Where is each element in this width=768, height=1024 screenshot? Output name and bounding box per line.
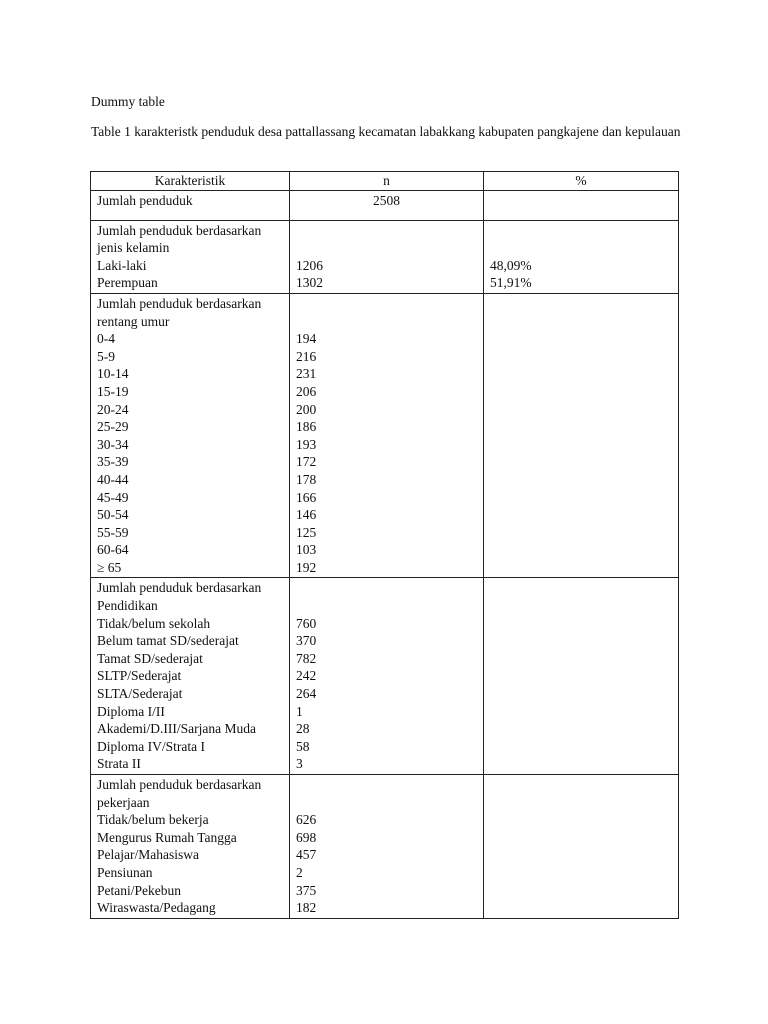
- age-title-1: Jumlah penduduk berdasarkan: [97, 295, 262, 311]
- age-label: 40-44: [97, 471, 129, 487]
- age-label: 55-59: [97, 524, 129, 540]
- education-title-1: Jumlah penduduk berdasarkan: [97, 580, 262, 596]
- header-percent: %: [484, 172, 679, 191]
- age-title-2: rentang umur: [97, 313, 170, 329]
- age-label: 45-49: [97, 489, 129, 505]
- education-section: [91, 578, 679, 775]
- occupation-label: Wiraswasta/Pedagang: [97, 900, 216, 916]
- age-n: 172: [296, 454, 317, 470]
- occupation-title-1: Jumlah penduduk berdasarkan: [97, 777, 262, 792]
- gender-label: Laki-laki: [97, 257, 147, 273]
- education-label: Belum tamat SD/sederajat: [97, 633, 239, 649]
- education-n: 242: [296, 668, 317, 684]
- age-labels: [91, 293, 290, 578]
- age-label: 35-39: [97, 454, 129, 470]
- gender-percents: [484, 220, 679, 293]
- age-label: 30-34: [97, 436, 129, 452]
- age-n: 200: [296, 401, 317, 417]
- total-pct: [484, 190, 679, 220]
- occupation-n: 698: [296, 829, 317, 845]
- age-n: 166: [296, 489, 317, 505]
- occupation-n: 626: [296, 812, 317, 828]
- occupation-label: Pelajar/Mahasiswa: [97, 847, 199, 863]
- education-label: SLTP/Sederajat: [97, 668, 182, 684]
- education-n: 3: [296, 756, 303, 772]
- education-label: Strata II: [97, 756, 141, 772]
- age-label: 20-24: [97, 401, 129, 417]
- education-percents: [484, 578, 679, 775]
- occupation-title-2: pekerjaan: [97, 794, 150, 810]
- education-n: 58: [296, 738, 310, 754]
- age-counts: [290, 293, 484, 578]
- gender-n: 1206: [296, 257, 323, 273]
- age-n: 146: [296, 507, 317, 523]
- education-n: 28: [296, 721, 310, 737]
- education-label: Akademi/D.III/Sarjana Muda: [97, 721, 256, 737]
- age-n: 206: [296, 383, 317, 399]
- table-caption: Table 1 karakteristk penduduk desa pattallassang kecamatan labakkang kabupaten pangkajene dan kepulauan: [91, 124, 681, 139]
- age-section: [91, 293, 679, 578]
- age-label: 0-4: [97, 331, 115, 347]
- population-table: [90, 171, 679, 919]
- gender-n: 1302: [296, 275, 323, 291]
- header-n: n: [290, 172, 484, 191]
- education-n: 1: [296, 703, 303, 719]
- age-label: 10-14: [97, 366, 129, 382]
- education-n: 760: [296, 615, 317, 631]
- education-label: SLTA/Sederajat: [97, 686, 183, 702]
- occupation-label: Tidak/belum bekerja: [97, 812, 209, 828]
- age-n: 192: [296, 559, 317, 575]
- occupation-n: 457: [296, 847, 317, 863]
- header-karakteristik: Karakteristik: [91, 172, 290, 191]
- age-n: 193: [296, 436, 317, 452]
- total-label: Jumlah penduduk: [91, 190, 290, 220]
- age-label: 5-9: [97, 348, 115, 364]
- occupation-label: Pensiunan: [97, 864, 153, 880]
- occupation-section: [91, 775, 679, 919]
- document-heading: Dummy table: [91, 94, 165, 109]
- total-n: 2508: [290, 190, 484, 220]
- gender-pct: 48,09%: [490, 257, 532, 273]
- gender-section: [91, 220, 679, 293]
- education-title-2: Pendidikan: [97, 598, 158, 614]
- education-label: Tamat SD/sederajat: [97, 650, 203, 666]
- age-n: 194: [296, 331, 317, 347]
- occupation-label: Petani/Pekebun: [97, 882, 181, 898]
- age-label: 25-29: [97, 419, 129, 435]
- age-n: 231: [296, 366, 317, 382]
- education-counts: [290, 578, 484, 775]
- gender-counts: [290, 220, 484, 293]
- age-percents: [484, 293, 679, 578]
- age-label: ≥ 65: [97, 559, 122, 575]
- occupation-n: 2: [296, 864, 303, 880]
- gender-title-1: Jumlah penduduk berdasarkan: [97, 222, 262, 238]
- gender-title-2: jenis kelamin: [97, 240, 170, 256]
- age-label: 15-19: [97, 383, 129, 399]
- table-header-row: [91, 172, 679, 191]
- gender-labels: [91, 220, 290, 293]
- age-n: 216: [296, 348, 317, 364]
- occupation-n: 182: [296, 900, 317, 916]
- age-label: 50-54: [97, 507, 129, 523]
- occupation-labels: [91, 775, 290, 919]
- occupation-percents: [484, 775, 679, 919]
- education-n: 264: [296, 686, 317, 702]
- occupation-counts: [290, 775, 484, 919]
- occupation-n: 375: [296, 882, 317, 898]
- gender-label: Perempuan: [97, 275, 158, 291]
- gender-pct: 51,91%: [490, 275, 532, 291]
- education-label: Diploma IV/Strata I: [97, 738, 205, 754]
- age-n: 178: [296, 471, 317, 487]
- age-n: 103: [296, 542, 317, 558]
- education-label: Diploma I/II: [97, 703, 165, 719]
- age-n: 125: [296, 524, 317, 540]
- education-labels: [91, 578, 290, 775]
- age-n: 186: [296, 419, 317, 435]
- total-row: [91, 190, 679, 220]
- age-label: 60-64: [97, 542, 129, 558]
- education-label: Tidak/belum sekolah: [97, 615, 211, 631]
- education-n: 782: [296, 650, 317, 666]
- education-n: 370: [296, 633, 317, 649]
- occupation-label: Mengurus Rumah Tangga: [97, 829, 237, 845]
